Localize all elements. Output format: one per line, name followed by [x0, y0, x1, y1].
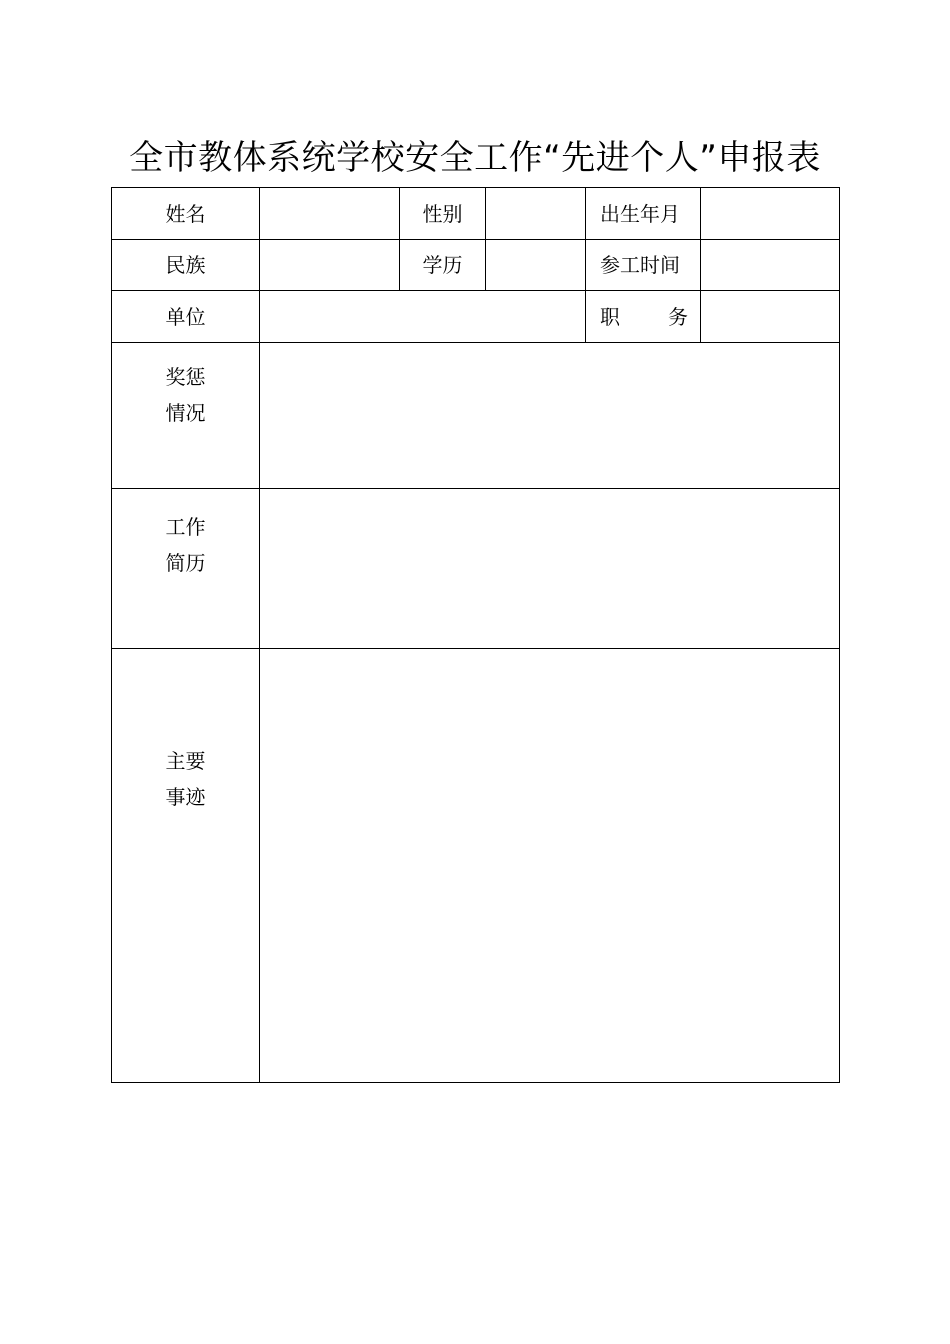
- work-start-label: 参工时间: [586, 240, 701, 291]
- position-label: [586, 291, 701, 343]
- work-start-field[interactable]: [701, 240, 840, 291]
- row-basic-info-1: [112, 188, 840, 240]
- main-deeds-field[interactable]: [260, 649, 840, 1083]
- main-deeds-label-line2: 事迹: [165, 785, 206, 809]
- work-resume-field[interactable]: [260, 489, 840, 649]
- position-label-part1: 职: [600, 304, 620, 329]
- work-resume-label: [112, 489, 260, 649]
- row-work-resume: [112, 489, 840, 649]
- position-field[interactable]: [701, 291, 840, 343]
- ethnicity-field[interactable]: [260, 240, 400, 291]
- row-basic-info-2: [112, 240, 840, 291]
- row-rewards: [112, 343, 840, 489]
- position-label-part2: 务: [668, 304, 688, 329]
- birth-date-label: 出生年月: [586, 188, 701, 240]
- birth-date-field[interactable]: [701, 188, 840, 240]
- gender-field[interactable]: [486, 188, 586, 240]
- rewards-label-line1: 奖惩: [165, 365, 206, 389]
- main-deeds-label-line1: 主要: [165, 749, 206, 773]
- work-resume-label-line1: 工作: [165, 515, 206, 539]
- gender-label: 性别: [400, 188, 486, 240]
- rewards-label: [112, 343, 260, 489]
- name-field[interactable]: [260, 188, 400, 240]
- main-deeds-label: [112, 649, 260, 1083]
- row-basic-info-3: [112, 291, 840, 343]
- ethnicity-label: 民族: [112, 240, 260, 291]
- rewards-field[interactable]: [260, 343, 840, 489]
- page-title: 全市教体系统学校安全工作“先进个人”申报表: [129, 138, 821, 178]
- unit-field[interactable]: [260, 291, 586, 343]
- rewards-label-line2: 情况: [165, 401, 206, 425]
- education-label: 学历: [400, 240, 486, 291]
- application-form-table: [111, 187, 840, 1083]
- work-resume-label-line2: 简历: [165, 551, 206, 575]
- name-label: 姓名: [112, 188, 260, 240]
- education-field[interactable]: [486, 240, 586, 291]
- row-main-deeds: [112, 649, 840, 1083]
- unit-label: 单位: [112, 291, 260, 343]
